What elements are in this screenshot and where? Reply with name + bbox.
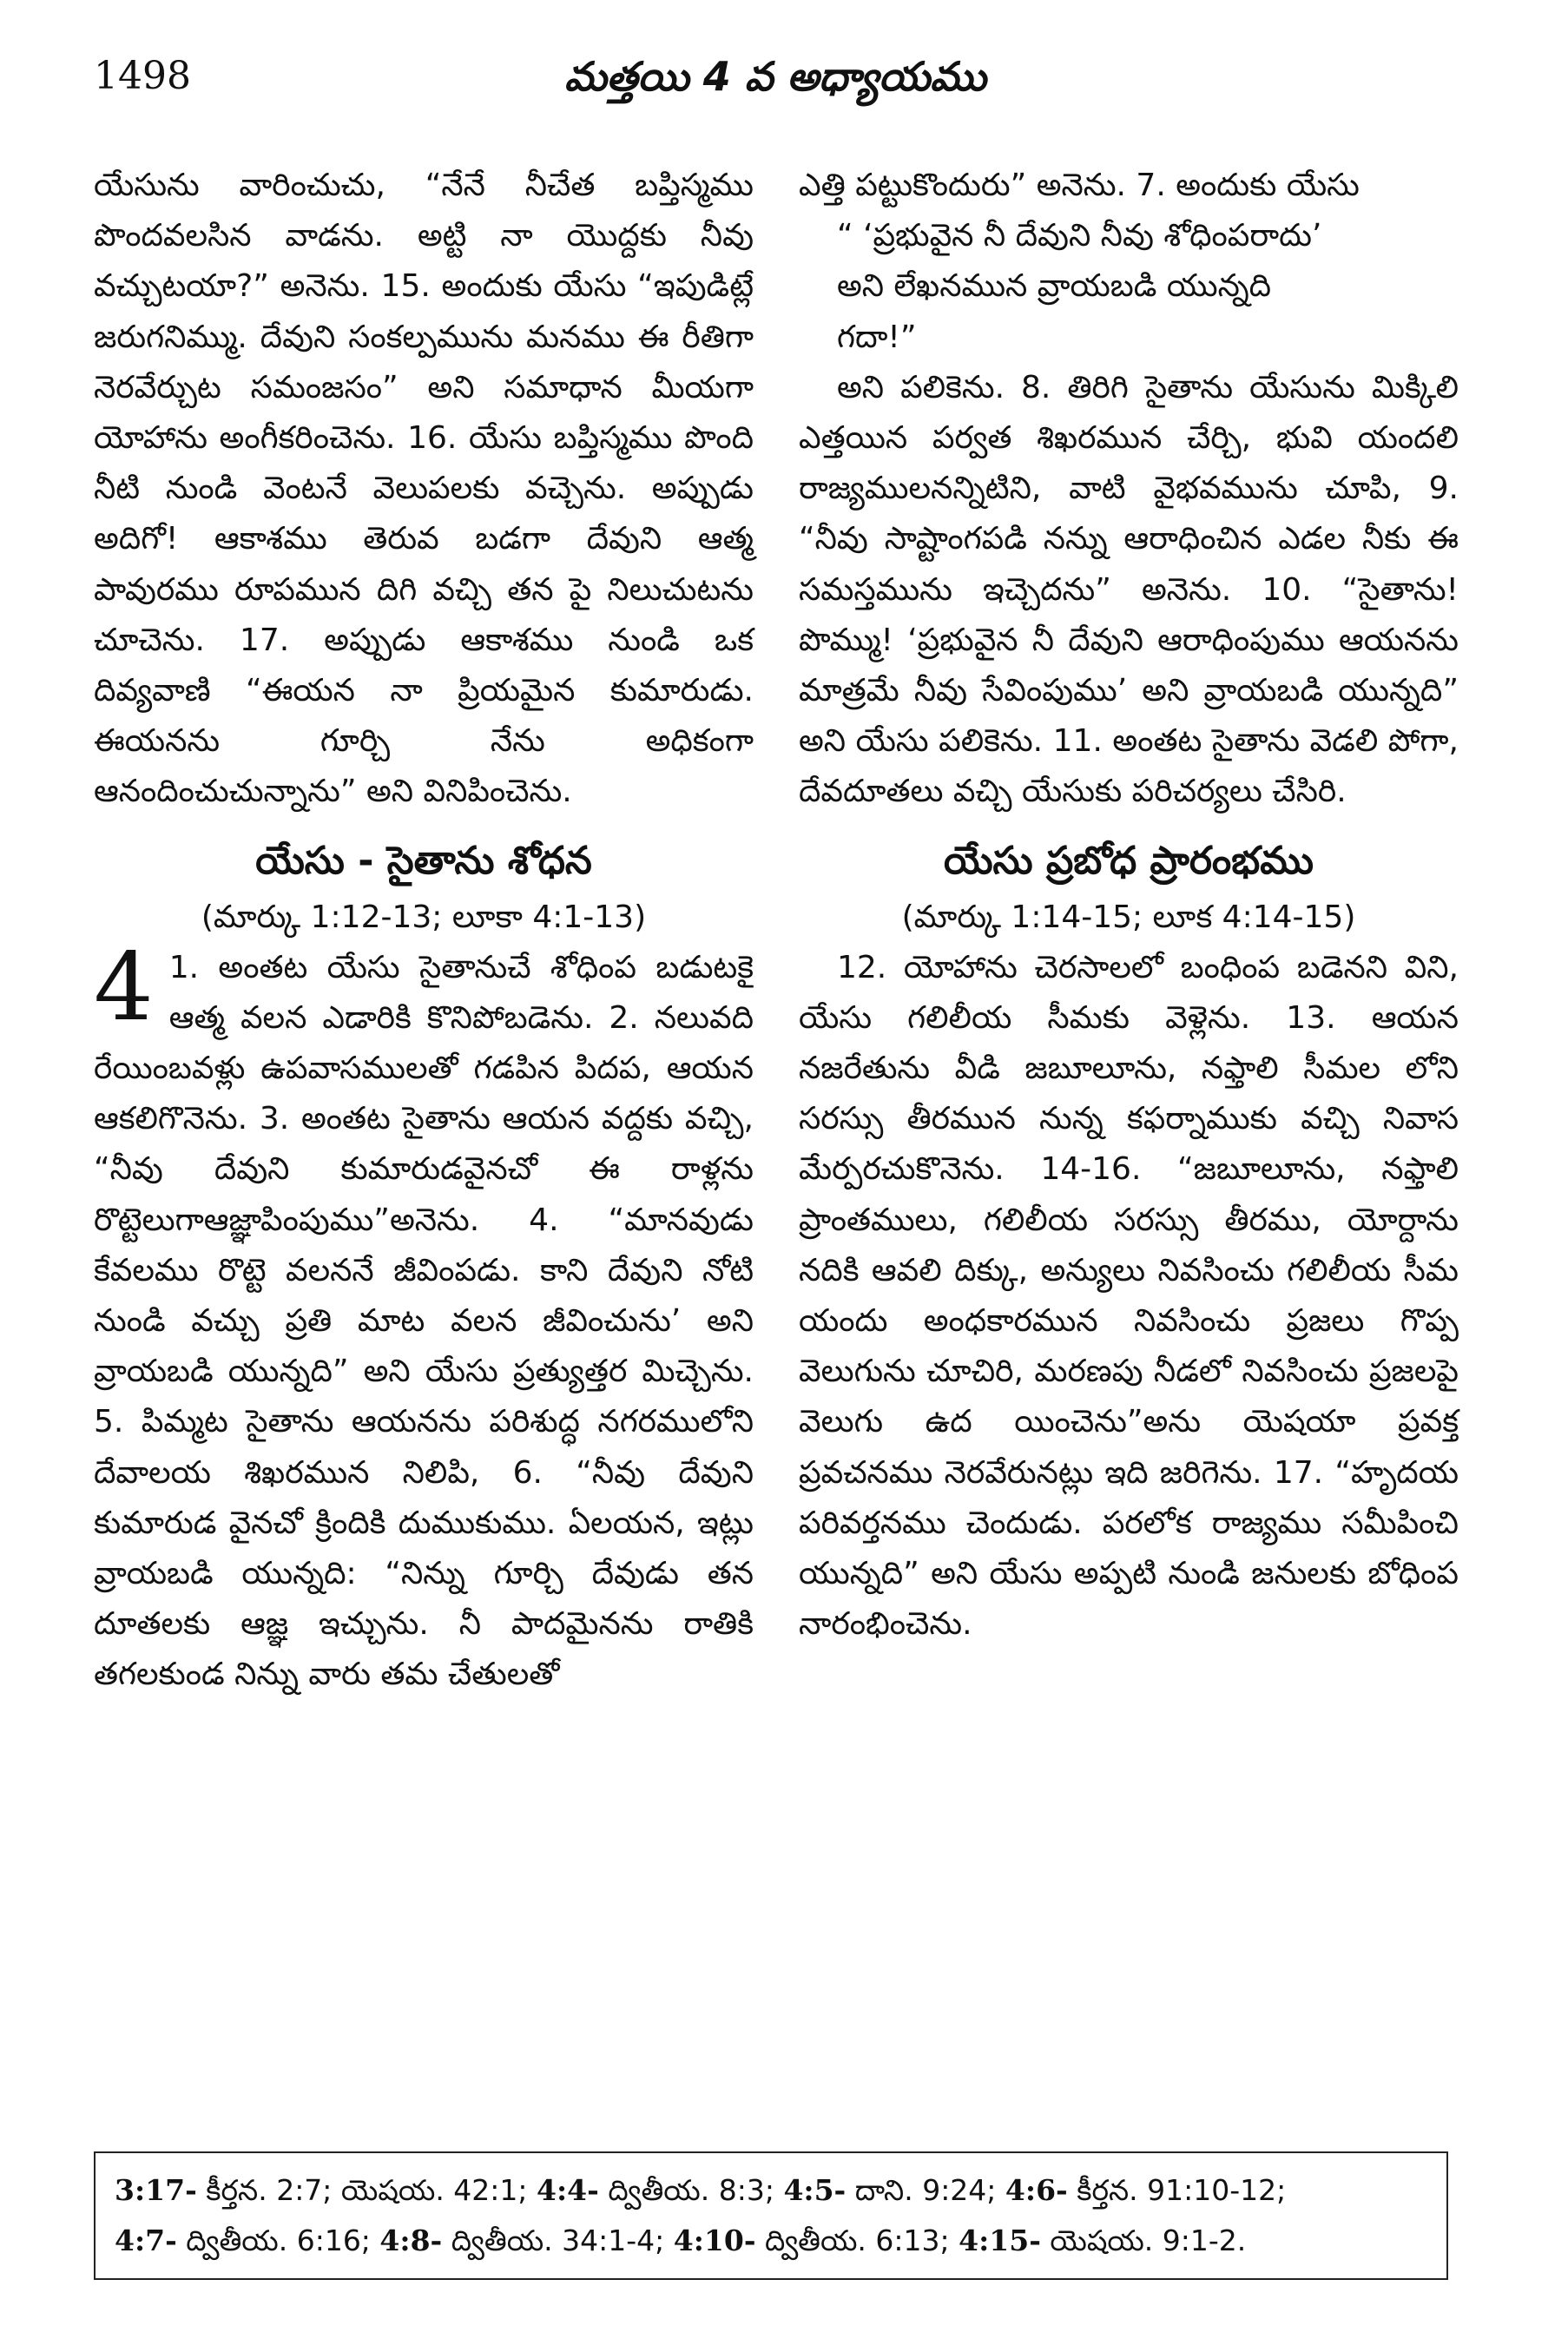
verse-paragraph: ఎత్తి పట్టుకొందురు” అనెను. 7. అందుకు యేసు [799,168,1360,203]
footnote-text: ద్వితీయ. 8:3; [598,2173,784,2207]
right-column [799,161,1459,1650]
footnote-ref: 4:10- [673,2224,756,2257]
footnote-text: ద్వితీయ. 6:16; [176,2224,380,2257]
page-number: 1498 [94,54,191,98]
footnote-text: ద్వితీయ. 34:1-4; [442,2224,674,2257]
footnote-text: ద్వితీయ. 6:13; [755,2224,959,2257]
page-header [94,42,1457,111]
verse-paragraph: యేసును వారించుచు, “నేనే నీచేత బప్తిస్మము పొందవలసిన వాడను. అట్టి నా యొద్దకు నీవు వచ్చుటయా?” అనెను. 15. అందుకు యేసు “ఇపుడిట్లే జరుగనిమ్ము. దేవుని సంకల్పమును మనము ఈ రీతిగా నెరవేర్చుట సమంజసం” అని సమాధాన మీయగా యోహాను అంగీకరించెను. 16. యేసు బప్తిస్మము పొంది నీటి నుండి వెంటనే వెలుపలకు వచ్చెను. అప్పుడు అదిగో! ఆకాశము తెరువ బడగా దేవుని ఆత్మ పావురము రూపమున దిగి వచ్చి తన పై నిలుచుటను చూచెను. 17. అప్పుడు ఆకాశము నుండి ఒక దివ్యవాణి “ఈయన నా ప్రియమైన కుమారుడు. ఈయనను గూర్చి నేను అధికంగా ఆనందించుచున్నాను” అని వినిపించెను. [94,168,754,810]
footnote-line [115,2216,1427,2266]
section-cross-reference: (మార్కు 1:12-13; లూకా 4:1-13) [201,899,647,935]
footnote-line [115,2165,1427,2216]
running-head: మత్తయి 4 వ అధ్యాయము [564,53,986,100]
poetry-line: అని లేఖనమున వ్రాయబడి యున్నది [837,268,1271,305]
verse-paragraph: 12. యోహాను చెరసాలలో బంధింప బడెనని విని, యేసు గలిలీయ సీమకు వెళ్లెను. 13. ఆయన నజరేతును వీడి జబూలూను, నఫ్తాలి సీమల లోని సరస్సు తీరమున నున్న కఫర్నాముకు వచ్చి నివాస మేర్పరచుకొనెను. 14-16. “జబూలూను, నఫ్తాలి ప్రాంతములు, గలిలీయ సరస్సు తీరము, యోర్దాను నదికి ఆవలి దిక్కు, అన్యులు నివసించు గలిలీయ సీమ యందు అంధకారమున నివసించు ప్రజలు గొప్ప వెలుగును చూచిరి, మరణపు నీడలో నివసించు ప్రజలపై వెలుగు ఉద యించెను”అను యెషయా ప్రవక్త ప్రవచనము నెరవేరునట్లు ఇది జరిగెను. 17. “హృదయ పరివర్తనము చెందుడు. పరలోక రాజ్యము సమీపించి యున్నది” అని యేసు అప్పటి నుండి జనులకు బోధింప నారంభించెను. [799,949,1459,1643]
poetry-line: “ ‘ప్రభువైన నీ దేవుని నీవు శోధింపరాదు’ [837,218,1322,254]
section-cross-reference: (మార్కు 1:14-15; లూక 4:14-15) [901,899,1356,935]
poetry-line: గదా!” [837,319,917,355]
footnote-ref: 3:17- [115,2173,197,2207]
section-title: యేసు - సైతాను శోధన [255,838,592,883]
chapter-paragraph [94,932,754,1701]
footnote-text: యెషయ. 9:1-2. [1040,2224,1247,2257]
chapter-number: 4 [94,932,154,1042]
footnote-text: కీర్తన. 91:10-12; [1067,2173,1287,2207]
footnote-ref: 4:5- [783,2173,847,2207]
footnote-ref: 4:6- [1005,2173,1068,2207]
left-column [94,161,754,1701]
chapter-text: 1. అంతట యేసు సైతానుచే శోధింప బడుటకై ఆత్మ వలన ఎడారికి కొనిపోబడెను. 2. నలువది రేయింబవళ్లు ఉపవాసములతో గడపిన పిదప, ఆయన ఆకలిగొనెను. 3. అంతట సైతాను ఆయన వద్దకు వచ్చి, “నీవు దేవుని కుమారుడవైనచో ఈ రాళ్లను రొట్టెలుగాఆజ్ఞాపింపుము”అనెను. 4. “మానవుడు కేవలము రొట్టె వలననే జీవింపడు. కాని దేవుని నోటి నుండి వచ్చు ప్రతి మాట వలన జీవించును’ అని వ్రాయబడి యున్నది” అని యేసు ప్రత్యుత్తర మిచ్చెను. 5. పిమ్మట సైతాను ఆయనను పరిశుద్ధ నగరములోని దేవాలయ శిఖరమున నిలిపి, 6. “నీవు దేవుని కుమారుడ వైనచో క్రిందికి దుముకుము. ఏలయన, ఇట్లు వ్రాయబడి యున్నది: “నిన్ను గూర్చి దేవుడు తన దూతలకు ఆజ్ఞ ఇచ్చును. నీ పాదమైనను రాతికి తగలకుండ నిన్ను వారు తమ చేతులతో [94,949,754,1693]
footnote-text: దాని. 9:24; [846,2173,1005,2207]
footnote-box [94,2151,1448,2280]
footnote-ref: 4:7- [115,2224,177,2257]
footnote-ref: 4:15- [959,2224,1041,2257]
section-title: యేసు ప్రబోధ ప్రారంభము [943,838,1314,883]
footnote-ref: 4:4- [537,2173,599,2207]
verse-paragraph: అని పలికెను. 8. తిరిగి సైతాను యేసును మిక్కిలి ఎత్తయిన పర్వత శిఖరమున చేర్చి, భువి యందలి రాజ్యములనన్నిటిని, వాటి వైభవమును చూపి, 9. “నీవు సాష్టాంగపడి నన్ను ఆరాధించిన ఎడల నీకు ఈ సమస్తమును ఇచ్చెదను” అనెను. 10. “సైతాను! పొమ్ము! ‘ప్రభువైన నీ దేవుని ఆరాధింపుము ఆయనను మాత్రమే నీవు సేవింపుము’ అని వ్రాయబడి యున్నది” అని యేసు పలికెను. 11. అంతట సైతాను వెడలి పోగా, దేవదూతలు వచ్చి యేసుకు పరిచర్యలు చేసిరి. [799,369,1459,810]
footnote-text: కీర్తన. 2:7; యెషయ. 42:1; [196,2173,537,2207]
footnote-ref: 4:8- [379,2224,443,2257]
